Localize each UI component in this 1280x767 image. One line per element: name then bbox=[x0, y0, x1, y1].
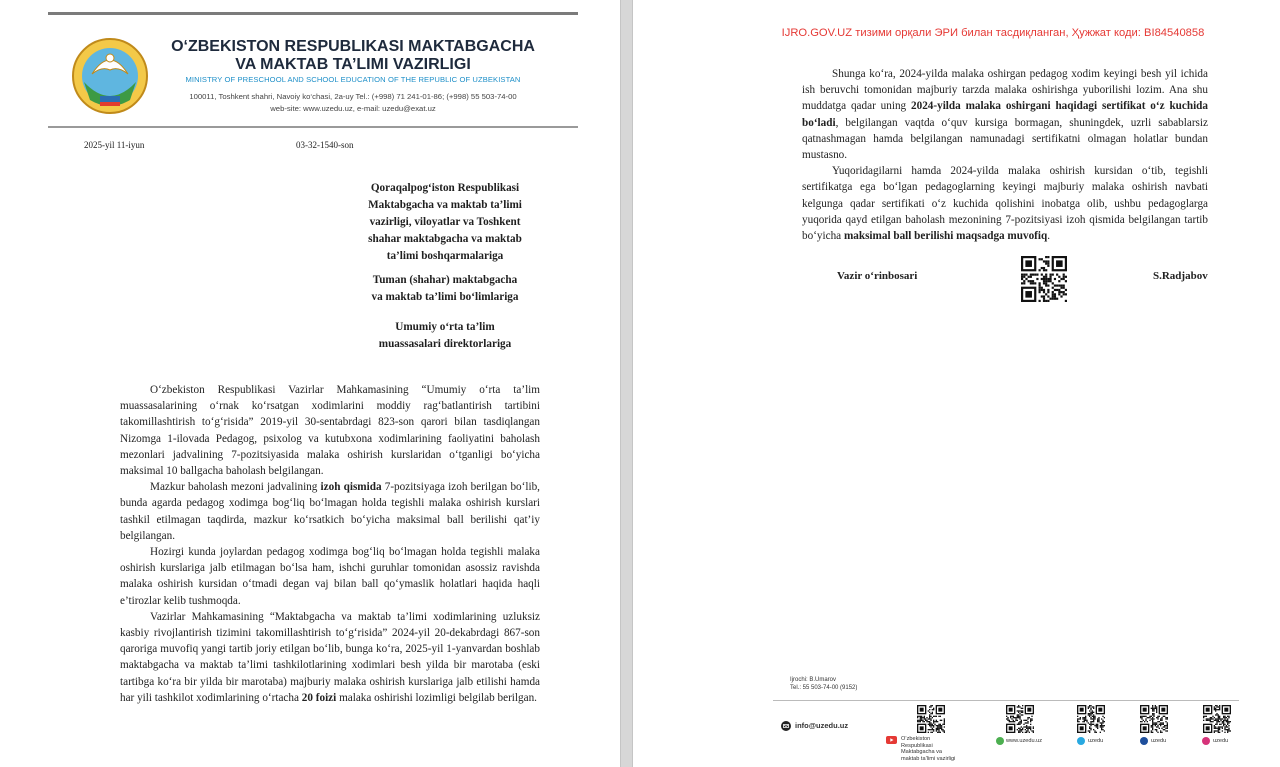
letter-number: 03-32-1540-son bbox=[296, 140, 354, 150]
qr-code-icon bbox=[1140, 705, 1168, 733]
youtube-icon bbox=[886, 736, 897, 744]
paragraph-text: 7-pozitsiyaga izoh berilgan bo‘lib, bunda agarda pedagog xodimga bog‘liq bo‘lmagan holda tegishli malaka oshirish kurslari tashkil etilmagan taqdirda, mazkur ko‘rsatkich bo‘yicha maksimal ball berilishi qat’iy belgilangan. bbox=[120, 481, 540, 542]
footer-youtube[interactable]: O‘zbekiston Respublikasi Maktabgacha va maktab ta’limi vazirligi bbox=[901, 736, 956, 762]
paragraph-text: , belgilangan vaqtda o‘quv kursiga bormagan, shuningdek, uzrli sabablarsiz qatnashmagan hamda belgilangan namunadagi sertifikatni olmagan holatlar bundan mustasno. bbox=[802, 116, 1208, 162]
signature-name: S.Radjabov bbox=[1153, 270, 1208, 282]
addressee-line: Maktabgacha va maktab ta’limi bbox=[368, 199, 522, 211]
addressee-line: Tuman (shahar) maktabgacha bbox=[372, 274, 518, 286]
header-top-rule bbox=[48, 12, 578, 15]
body-paragraph bbox=[802, 66, 1208, 163]
qr-code-icon bbox=[1203, 705, 1231, 733]
qr-code-icon bbox=[1077, 705, 1105, 733]
footer-email[interactable]: info@uzedu.uz bbox=[795, 721, 849, 730]
body-paragraph bbox=[802, 163, 1208, 244]
state-emblem-icon bbox=[70, 36, 150, 116]
paragraph-text: Yuqoridagilarni hamda 2024-yilda malaka oshirish kursidan o‘tib, tegishli sertifikatga ega bo‘lgan pedagoglarning keyingi majburiy malaka oshirish navbati kelgunga qadar sertifikati o‘z kuchida qolishini inobatga olib, ushbu pedagoglarga yuqorida qayd etilgan baholash mezonining 7-pozitsiyasi izoh qismida belgilangan tartib bo‘yicha bbox=[802, 165, 1208, 243]
facebook-icon bbox=[1140, 737, 1148, 745]
addressee-3 bbox=[330, 319, 560, 353]
paragraph-text: malaka oshirishi lozimligi belgilab berilgan. bbox=[336, 691, 537, 704]
verification-code: IJRO.GOV.UZ тизими орқали ЭРИ билан тасдиқланган, Ҳужжат коди: BI84540858 bbox=[781, 27, 1205, 39]
paragraph-text: Vazirlar Mahkamasining “Maktabgacha va maktab ta’limi xodimlarining uzluksiz kasbiy rivojlantirish tizimini takomillashtirish to‘g‘risida” 2024-yil 20-dekabrdagi 867-son qaroriga muvofiq yangi tartib joriy etilgan bo‘lib, bunga ko‘ra, 2025-yil 1-yanvardan boshlab maktabgacha va maktab ta’limi tashkilotlarining xodimlari besh yilda bir marotaba (eski tartibga ko‘ra bir yilda bir marotaba) majburiy malaka oshirish kurslariga jalb etilishi hamda har yili tashkilot xodimlarining o‘rtacha bbox=[120, 610, 540, 704]
body-paragraph bbox=[120, 382, 540, 479]
qr-code-icon bbox=[1006, 705, 1034, 733]
letter-body-page1 bbox=[120, 382, 540, 706]
body-paragraph bbox=[120, 544, 540, 609]
instagram-icon bbox=[1202, 737, 1210, 745]
ministry-title-line2: VA MAKTAB TA’LIMI VAZIRLIGI bbox=[235, 56, 471, 73]
body-paragraph bbox=[120, 609, 540, 706]
ministry-title-en: MINISTRY OF PRESCHOOL AND SCHOOL EDUCATION OF THE REPUBLIC OF UZBEKISTAN bbox=[185, 75, 521, 84]
paragraph-bold: 2024-yilda malaka oshirgani haqidagi sertifikat o‘z kuchida bo‘ladi bbox=[802, 100, 1208, 129]
addressee-2 bbox=[330, 272, 560, 306]
paragraph-text: Shunga ko‘ra, 2024-yilda malaka oshirgan pedagog xodim keyingi besh yil ichida ish beruvchi tomonidan majburiy tarzda malaka oshirishga yuborilishi lozim. Ana shu muddatga qadar uning bbox=[802, 68, 1208, 113]
paragraph-bold: maksimal ball berilishi maqsadga muvofiq bbox=[843, 230, 1048, 243]
addressee-line: ta’limi boshqarmalariga bbox=[386, 250, 504, 262]
addressee-line: shahar maktabgacha va maktab bbox=[368, 233, 522, 245]
qr-code-icon bbox=[917, 705, 945, 733]
footer-telegram[interactable]: uzedu bbox=[1088, 738, 1104, 744]
letter-date: 2025-yil 11-iyun bbox=[84, 140, 145, 150]
web-icon bbox=[996, 737, 1004, 745]
telegram-icon bbox=[1077, 737, 1085, 745]
document-page-2 bbox=[633, 0, 1280, 767]
page-gutter bbox=[620, 0, 633, 767]
addressee-1 bbox=[330, 180, 560, 265]
body-paragraph bbox=[120, 479, 540, 544]
footer-rule bbox=[773, 700, 1239, 701]
footer-instagram[interactable]: uzedu bbox=[1213, 738, 1229, 744]
document-page-1 bbox=[0, 0, 620, 767]
qr-code-icon bbox=[1021, 256, 1067, 302]
ministry-title-line1: O‘ZBEKISTON RESPUBLIKASI MAKTABGACHA bbox=[171, 38, 535, 55]
email-icon bbox=[781, 721, 791, 731]
addressee-line: vazirligi, viloyatlar va Toshkent bbox=[369, 216, 521, 228]
executor bbox=[790, 676, 857, 692]
paragraph-text: Hozirgi kunda joylardan pedagog xodimga bog‘liq bo‘lmagan holda tegishli malaka oshirish kurslariga jalb etilmagan bo‘lsa ham, ishchi guruhlar tomonidan asossiz ravishda malaka oshirish kursidan o‘tmadi degan vaj bilan ball qo‘ymaslik holatlari haqida haqli e’tirozlar kelib tushmoqda. bbox=[120, 546, 540, 607]
letter-body-page2 bbox=[802, 66, 1208, 244]
ministry-address bbox=[160, 91, 546, 115]
addressee-line: muassasalari direktorlariga bbox=[378, 338, 512, 350]
paragraph-text: O‘zbekiston Respublikasi Vazirlar Mahkamasining “Umumiy o‘rta ta’lim muassasalarining o‘rnak ko‘rsatgan xodimlarini moddiy rag‘batlantirish tartibini takomillashtirish to‘g‘risida” 2019-yil 30-sentabrdagi 823-son qarori bilan tasdiqlangan Nizomga 1-ilovada Pedagog, psixolog va kutubxona xodimlarining faoliyatini baholash mezonlari jadvalining 7-pozitsiyasida malaka oshirish kurslaridan o‘tganligi bo‘yicha maksimal 10 ballgacha baholash belgilangan. bbox=[120, 384, 540, 478]
executor-tel: Tel.: 55 503-74-00 (9152) bbox=[790, 685, 858, 691]
paragraph-text: Mazkur baholash mezoni jadvalining bbox=[150, 481, 321, 494]
web-line: web-site: www.uzedu.uz, e-mail: uzedu@exat.uz bbox=[270, 104, 436, 113]
paragraph-text: . bbox=[1047, 230, 1051, 243]
header-bottom-rule bbox=[48, 126, 578, 128]
addressee-line: Qoraqalpog‘iston Respublikasi bbox=[370, 182, 520, 194]
footer-web[interactable]: www.uzedu.uz bbox=[1006, 738, 1043, 744]
footer-facebook[interactable]: uzedu bbox=[1151, 738, 1167, 744]
address-line: 100011, Toshkent shahri, Navoiy ko‘chasi, 2a-uy Tel.: (+998) 71 241-01-86; (+998) 55 503-74-00 bbox=[189, 92, 517, 101]
paragraph-bold: izoh qismida bbox=[320, 481, 382, 494]
ministry-title bbox=[168, 38, 538, 74]
signature-position: Vazir o‘rinbosari bbox=[837, 270, 918, 282]
addressee-line: va maktab ta’limi bo‘limlariga bbox=[371, 291, 519, 303]
addressee-line: Umumiy o‘rta ta’lim bbox=[395, 321, 495, 333]
paragraph-bold: 20 foizi bbox=[301, 691, 337, 704]
executor-name: Ijrochi: B.Umarov bbox=[790, 677, 837, 683]
